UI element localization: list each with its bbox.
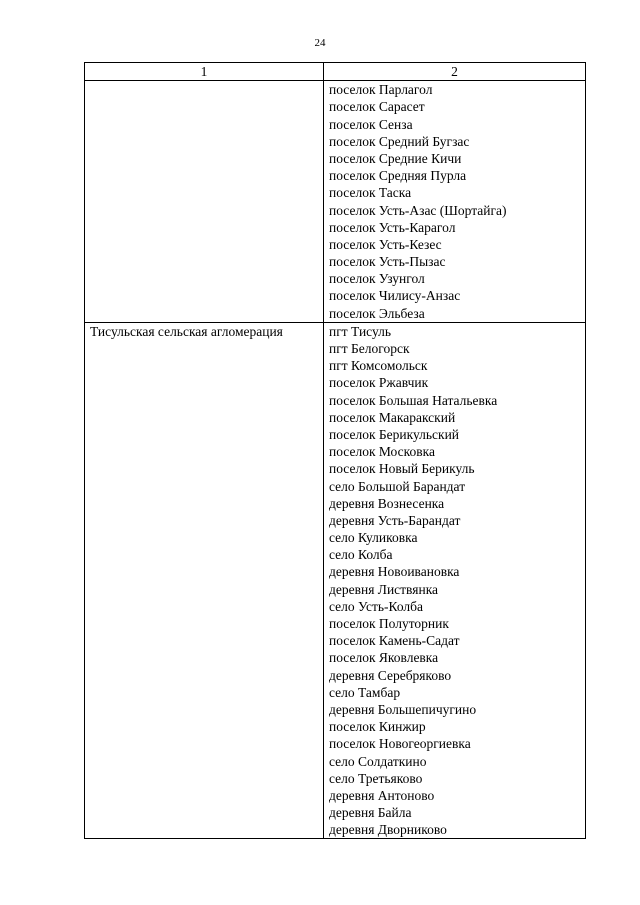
settlement-item: поселок Таска — [329, 185, 412, 201]
settlement-item: поселок Новый Берикуль — [329, 461, 475, 477]
settlement-item: поселок Полуторник — [329, 616, 449, 632]
page-number: 24 — [314, 37, 326, 49]
settlements-table — [84, 62, 586, 839]
settlement-item: поселок Сенза — [329, 116, 413, 132]
settlement-item: село Колба — [329, 547, 393, 563]
settlement-item: поселок Узунгол — [329, 271, 425, 287]
settlement-item: пгт Белогорск — [329, 341, 410, 357]
settlement-item: деревня Вознесенка — [329, 495, 445, 511]
settlement-item: поселок Новогеоргиевка — [329, 736, 471, 752]
settlement-item: деревня Антоново — [329, 787, 435, 803]
settlement-item: поселок Берикульский — [329, 426, 460, 442]
settlement-item: поселок Камень-Садат — [329, 633, 460, 649]
settlement-item: деревня Листвянка — [329, 581, 439, 597]
settlement-item: поселок Усть-Карагол — [329, 219, 456, 235]
table-row — [85, 81, 586, 323]
settlement-item: деревня Новоивановка — [329, 564, 460, 580]
settlements-cell — [324, 81, 586, 323]
settlement-item: поселок Чилису-Анзас — [329, 288, 461, 304]
settlement-item: село Усть-Колба — [329, 598, 423, 614]
settlement-item: деревня Усть-Барандат — [329, 512, 461, 528]
settlement-item: поселок Кинжир — [329, 719, 426, 735]
agglomeration-name — [90, 81, 319, 98]
settlement-item: поселок Усть-Азас (Шортайга) — [329, 202, 507, 218]
settlement-item: поселок Сарасет — [329, 99, 425, 115]
settlement-item: поселок Эльбеза — [329, 305, 425, 321]
column-header-1: 1 — [85, 63, 324, 81]
settlement-item: деревня Серебряково — [329, 667, 452, 683]
settlement-item: деревня Большепичугино — [329, 701, 477, 717]
table-row — [85, 322, 586, 839]
settlement-item: село Третьяково — [329, 770, 423, 786]
settlement-item: пгт Комсомольск — [329, 358, 428, 374]
settlement-item: поселок Средняя Пурла — [329, 168, 467, 184]
agglomeration-name-cell — [85, 322, 324, 839]
settlement-item: пгт Тисуль — [329, 323, 392, 339]
settlement-item: поселок Ржавчик — [329, 375, 429, 391]
settlement-item: поселок Средний Бугзас — [329, 133, 470, 149]
settlement-item: село Большой Барандат — [329, 478, 466, 494]
settlement-item: поселок Московка — [329, 444, 435, 460]
column-header-2: 2 — [324, 63, 586, 81]
agglomeration-name: Тисульская сельская агломерация — [90, 323, 283, 339]
settlement-item: поселок Яковлевка — [329, 650, 439, 666]
settlement-item: поселок Макаракский — [329, 409, 456, 425]
settlement-item: поселок Усть-Кезес — [329, 236, 442, 252]
settlement-item: поселок Большая Натальевка — [329, 392, 498, 408]
settlement-item: поселок Усть-Пызас — [329, 254, 446, 270]
table-header-row — [85, 63, 586, 81]
settlement-item: деревня Дворниково — [329, 822, 447, 838]
settlement-item: село Куликовка — [329, 530, 418, 546]
settlement-item: село Солдаткино — [329, 753, 427, 769]
settlement-item: поселок Средние Кичи — [329, 150, 462, 166]
settlements-cell — [324, 322, 586, 839]
settlement-item: поселок Парлагол — [329, 82, 433, 98]
settlement-item: деревня Байла — [329, 805, 412, 821]
settlement-item: село Тамбар — [329, 684, 401, 700]
agglomeration-name-cell — [85, 81, 324, 323]
